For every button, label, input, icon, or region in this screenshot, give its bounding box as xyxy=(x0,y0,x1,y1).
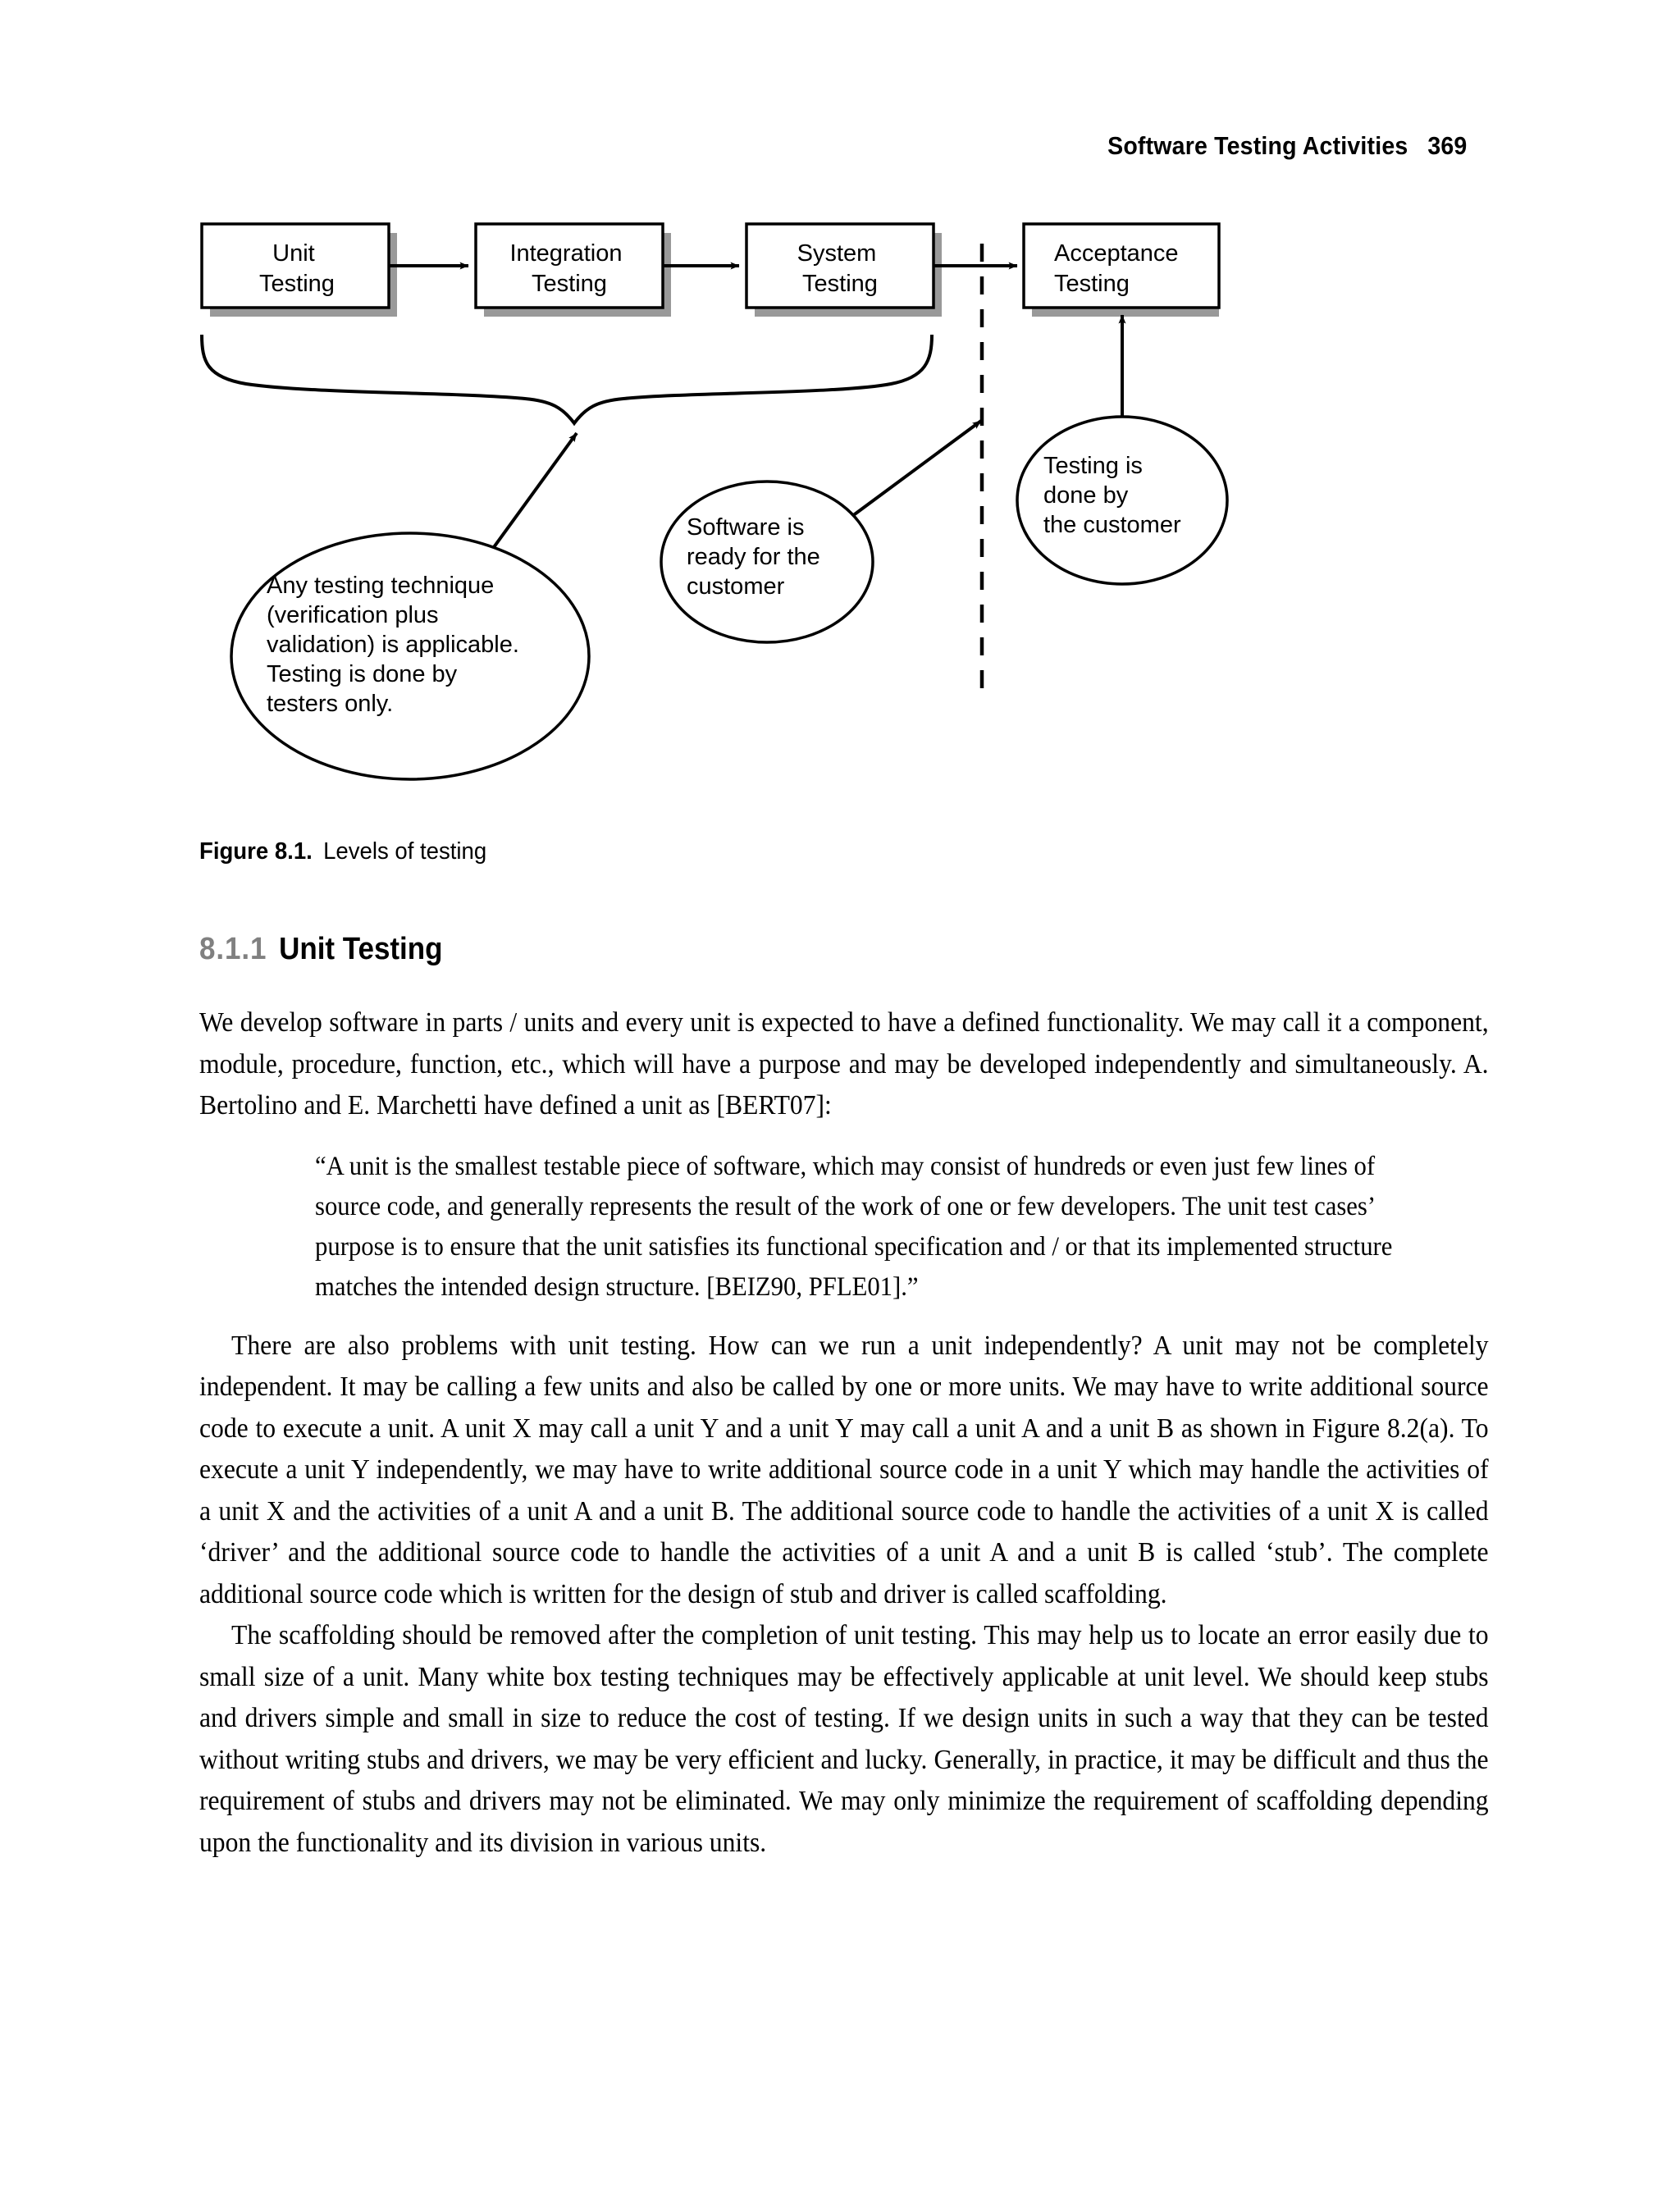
ellipse1-line2: (verification plus xyxy=(267,602,439,628)
paragraph-1: We develop software in parts / units and every unit is expected to have a defined functionality. We may call it a component, module, procedure, function, etc., which will have a purpose and may be developed independently and simultaneously. A. Bertolino and E. Marchetti have defined a unit as [BERT07]: xyxy=(199,1007,1489,1121)
paragraph-2: There are also problems with unit testing. How can we run a unit independently? A unit may not be completely independent. It may be calling a few units and also be called by one or more units. We may have to write additional source code to execute a unit. A unit X may call a unit Y and a unit Y may call a unit A and a unit B as shown in Figure 8.2(a). To execute a unit Y independently, we may have to write additional source code in a unit Y which may handle the activities of a unit X and the activities of a unit A and a unit B. The additional source code to handle the activities of a unit X is called ‘driver’ and the additional source code to handle the activities of a unit A and a unit B is called ‘stub’. The complete additional source code which is written for the design of stub and driver is called scaffolding. xyxy=(199,1330,1489,1609)
box-system-line2: Testing xyxy=(802,271,878,297)
ellipse2-line3: customer xyxy=(687,573,785,600)
figure-caption-text: Levels of testing xyxy=(323,838,487,865)
ellipse1-line5: testers only. xyxy=(267,691,394,717)
ellipse1-line1: Any testing technique xyxy=(267,573,495,599)
figure-caption-number: Figure 8.1. xyxy=(199,838,313,865)
figure-8-1 xyxy=(0,0,1680,828)
box-integration-line1: Integration xyxy=(509,240,623,267)
box-unit-line1: Unit xyxy=(272,240,315,267)
section-title: Unit Testing xyxy=(279,932,443,966)
box-integration-line2: Testing xyxy=(532,271,607,297)
ellipse1-line4: Testing is done by xyxy=(267,661,458,687)
ellipse3-line3: the customer xyxy=(1043,512,1181,538)
ellipse2-line1: Software is xyxy=(687,514,805,541)
body-column xyxy=(199,1002,1489,1864)
section-heading xyxy=(199,932,442,967)
block-quote-text: “A unit is the smallest testable piece of software, which may consist of hundreds or even just few lines of source code, and generally represents the result of the work of one or few developers. The unit test cases’ purpose is to ensure that the unit satisfies its functional specification and / or that its implemented structure matches the intended design structure. [BEIZ90, PFLE01].” xyxy=(315,1151,1393,1302)
paragraph-3: The scaffolding should be removed after the completion of unit testing. This may help us to locate an error easily due to small size of a unit. Many white box testing techniques may be effectively applicable at unit level. We should keep stubs and drivers simple and small in size to reduce the cost of testing. If we design units in such a way that they can be tested without writing stubs and drivers, we may be very efficient and lucky. Generally, in practice, it may be difficult and thus the requirement of stubs and drivers may not be eliminated. We may only minimize the requirement of scaffolding depending upon the functionality and its division in various units. xyxy=(199,1620,1489,1858)
box-unit-line2: Testing xyxy=(259,271,335,297)
section-number: 8.1.1 xyxy=(199,932,267,966)
page-number: 369 xyxy=(1427,131,1467,160)
box-acceptance-line2: Testing xyxy=(1054,271,1130,297)
ellipse2-line2: ready for the xyxy=(687,544,820,570)
box-system-line1: System xyxy=(797,240,877,267)
box-acceptance-line1: Acceptance xyxy=(1054,240,1179,267)
ellipse3-line1: Testing is xyxy=(1043,453,1143,479)
arrow-ready-to-divider xyxy=(849,421,981,518)
ellipse1-line3: validation) is applicable. xyxy=(267,632,519,658)
ellipse3-line2: done by xyxy=(1043,482,1129,509)
figure-caption xyxy=(199,838,486,865)
block-quote xyxy=(315,1147,1416,1308)
running-head-title: Software Testing Activities xyxy=(1107,131,1408,160)
levels-brace xyxy=(202,335,932,423)
